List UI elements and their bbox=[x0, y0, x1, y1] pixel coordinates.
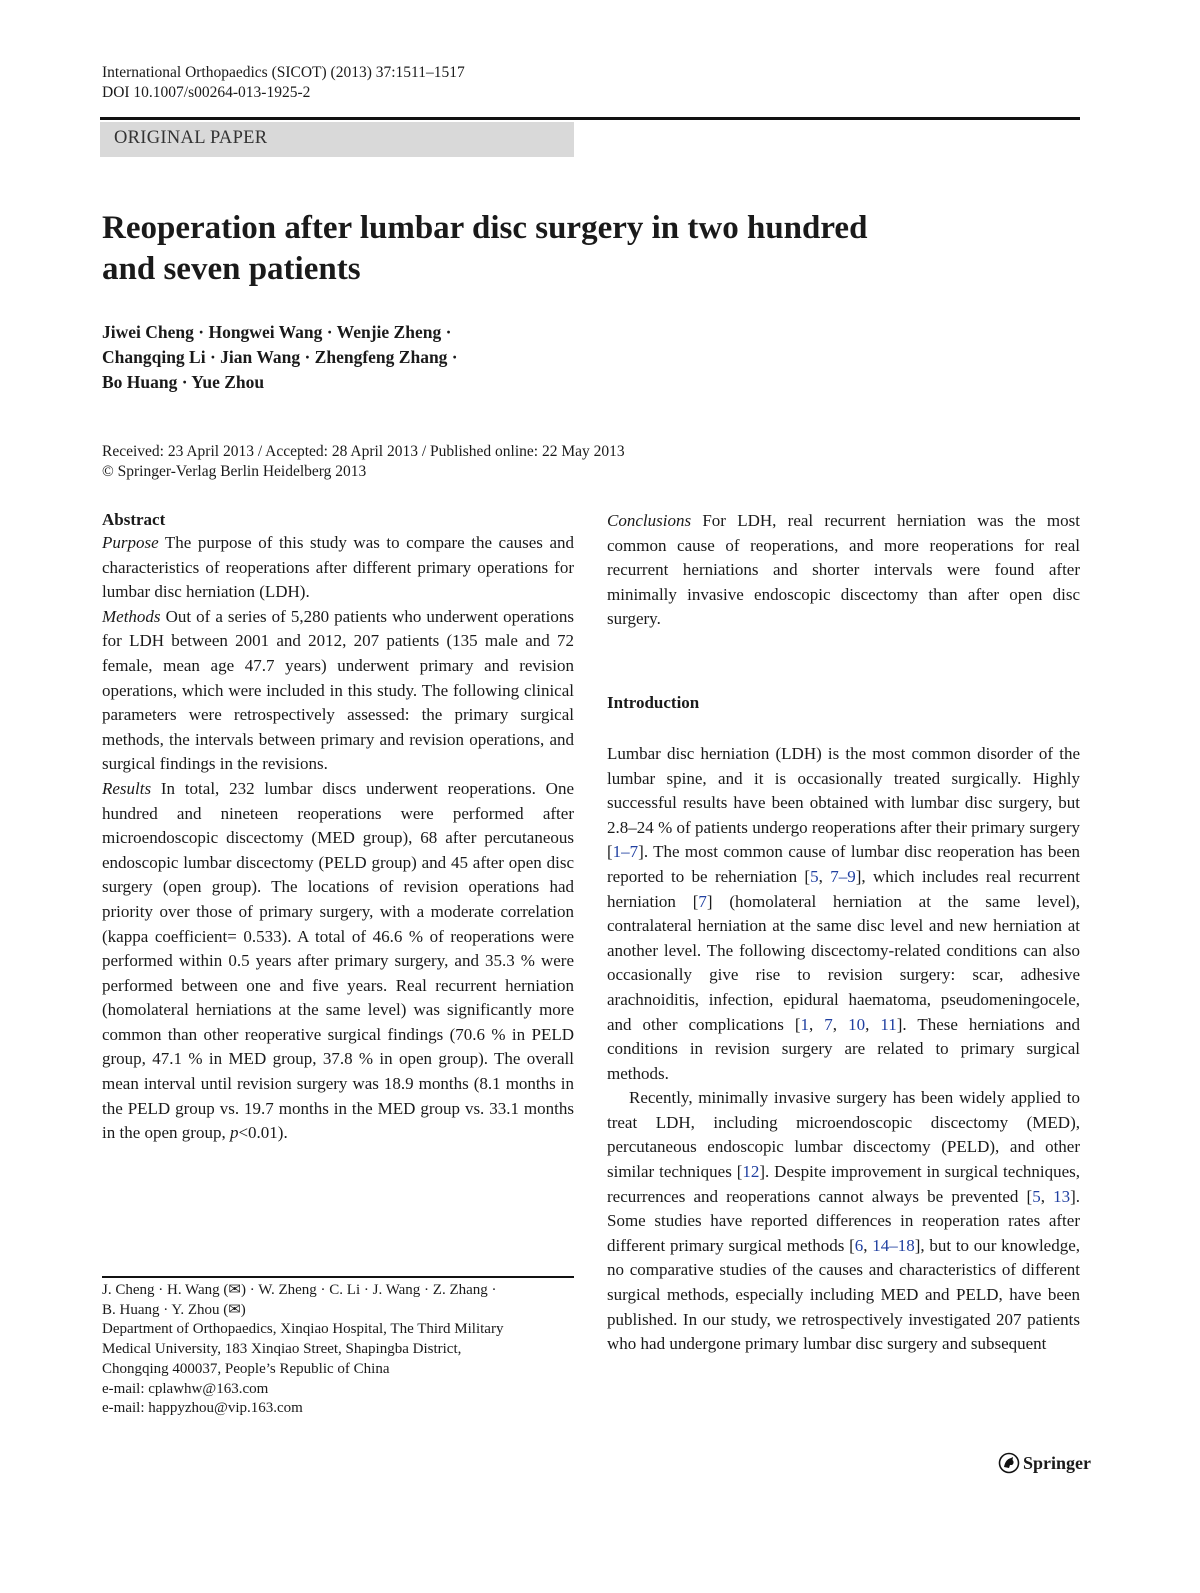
abstract-conclusions bbox=[607, 509, 1080, 632]
citation-link[interactable]: 7–9 bbox=[830, 866, 856, 886]
citation-link[interactable]: 11 bbox=[880, 1014, 897, 1034]
email-link-1[interactable]: e-mail: cplawhw@163.com bbox=[102, 1380, 269, 1397]
introduction-heading: Introduction bbox=[607, 692, 700, 712]
dates-line: Received: 23 April 2013 / Accepted: 28 April 2013 / Published online: 22 May 2013 bbox=[102, 443, 625, 460]
abstract-purpose bbox=[102, 531, 574, 605]
publisher-name: Springer bbox=[1023, 1452, 1092, 1473]
affil-names-1: J. Cheng · H. Wang (✉) · W. Zheng · C. Li · J. Wang · Z. Zhang · bbox=[102, 1282, 497, 1298]
email-link-2[interactable]: e-mail: happyzhou@vip.163.com bbox=[102, 1400, 303, 1417]
introduction-paragraph-2 bbox=[607, 1086, 1080, 1357]
affil-dept-2: Medical University, 183 Xinqiao Street, Shapingba District, bbox=[102, 1341, 462, 1358]
citation-link[interactable]: 7 bbox=[824, 1014, 833, 1034]
methods-text: Out of a series of 5,280 patients who underwent operations for LDH between 2001 and 2012, 207 patients (135 male and 72 female, mean age 47.7 years) underwent primary and revision operations, which were included in this study. The following clinical parameters were retrospectively assessed: the primary surgical methods, the intervals between primary and revision operations, and surgical findings in the revisions. bbox=[102, 606, 574, 774]
title-line-1: Reoperation after lumbar disc surgery in two hundred bbox=[102, 210, 868, 246]
conclusions-label: Conclusions bbox=[607, 511, 692, 530]
paragraph-text: Lumbar disc herniation (LDH) is the most common disorder of the lumbar spine, and it is occasionally treated surgically. Highly successful results have been obtained with lumbar disc surgery, but 2.8–24 % of patients undergo reoperations after their primary surgery [ bbox=[607, 743, 1080, 862]
results-text-end: <0.01). bbox=[238, 1123, 288, 1143]
citation-link[interactable]: 10 bbox=[848, 1014, 866, 1034]
paragraph-text: Recently, minimally invasive surgery has been widely applied to treat LDH, including microendoscopic discectomy (MED), percutaneous endoscopic lumbar discectomy (PELD), and other similar techniques [ bbox=[607, 1088, 1080, 1182]
right-column bbox=[607, 509, 1080, 1357]
abstract-methods bbox=[102, 605, 574, 777]
journal-line: International Orthopaedics (SICOT) (2013) 37:1511–1517 bbox=[102, 64, 465, 81]
paragraph-text: ] (homolateral herniation at the same level), contralateral herniation at the same disc level and new herniation at another level. The following discectomy-related conditions can also occasionally give rise to revision surgery: scar, adhesive arachnoiditis, infection, epidural haematoma, pseudomeningocele, and other complications [ bbox=[607, 891, 1080, 1034]
paragraph-text: ]. Some studies have reported differences in reoperation rates after different primary surgical methods [ bbox=[607, 1186, 1081, 1255]
introduction-paragraph-1 bbox=[607, 742, 1080, 1086]
paragraph-text: ]. Despite improvement in surgical techniques, recurrences and reoperations cannot always be prevented [ bbox=[607, 1162, 1081, 1206]
paragraph-text: ], but to our knowledge, no comparative studies of the causes and characteristics of different surgical methods, especially including MED and PELD, have been published. In our study, we retrospectively investigated 207 patients who had undergone primary lumbar disc surgery and subsequent bbox=[607, 1235, 1081, 1354]
citation-link[interactable]: 1 bbox=[800, 1014, 810, 1034]
results-text: In total, 232 lumbar discs underwent reoperations. One hundred and nineteen reoperations were performed after microendoscopic discectomy (MED group), 68 after percutaneous endoscopic lumbar discectomy (PELD group) and 45 after open disc surgery (open group). The locations of revision operations had priority over those of primary surgery, with a moderate correlation (kappa coefficient= 0.533). A total of 46.6 % of reoperations were performed within 0.5 years after primary surgery, and 35.3 % were performed between one and five years. Real recurrent herniation (homolateral herniations at the same level) was significantly more common than other reoperative surgical findings (70.6 % in PELD group, 47.1 % in MED group, 37.8 % in open group). The overall mean interval until revision surgery was 18.9 months (8.1 months in the PELD group vs. 19.7 months in the MED group vs. 33.1 months in the open group, bbox=[102, 778, 574, 1143]
methods-label: Methods bbox=[102, 606, 161, 626]
citation-link[interactable]: 7 bbox=[698, 891, 707, 911]
springer-horse-icon bbox=[998, 1452, 1020, 1474]
conclusions-text: For LDH, real recurrent herniation was the most common cause of reoperations, and more reoperations for real recurrent herniations and shorter intervals were found after minimally invasive endoscopic discectomy than after open disc surgery. bbox=[607, 511, 1080, 629]
authors-line-2: Changqing Li · Jian Wang · Zhengfeng Zhang · bbox=[102, 347, 458, 367]
paragraph-text: ], which includes real recurrent herniation [ bbox=[607, 866, 1080, 911]
purpose-text: The purpose of this study was to compare the causes and characteristics of reoperations after different primary operations for lumbar disc herniation (LDH). bbox=[102, 533, 574, 602]
affil-names-2: B. Huang · Y. Zhou (✉) bbox=[102, 1301, 246, 1318]
abstract-results bbox=[102, 777, 574, 1146]
citation-link[interactable]: 5 bbox=[810, 866, 819, 886]
author-list bbox=[102, 320, 458, 395]
article-title bbox=[102, 208, 982, 290]
journal-citation bbox=[102, 63, 465, 103]
authors-line-1: Jiwei Cheng · Hongwei Wang · Wenjie Zheng · bbox=[102, 322, 452, 342]
paragraph-text: , bbox=[863, 1235, 873, 1255]
paragraph-text: ]. These herniations and conditions in revision surgery are related to primary surgical methods. bbox=[607, 1014, 1081, 1083]
affil-dept-3: Chongqing 400037, People’s Republic of China bbox=[102, 1360, 390, 1377]
header-rule bbox=[100, 117, 1080, 120]
section-tag bbox=[100, 122, 574, 157]
copyright-line: © Springer-Verlag Berlin Heidelberg 2013 bbox=[102, 463, 367, 480]
doi-line: DOI 10.1007/s00264-013-1925-2 bbox=[102, 84, 311, 101]
paragraph-text: , bbox=[818, 866, 831, 886]
results-p-symbol: p bbox=[229, 1123, 239, 1143]
affil-dept-1: Department of Orthopaedics, Xinqiao Hospital, The Third Military bbox=[102, 1321, 504, 1338]
citation-link[interactable]: 6 bbox=[854, 1235, 864, 1255]
citation-link[interactable]: 5 bbox=[1032, 1186, 1041, 1206]
footnote-rule bbox=[102, 1276, 574, 1278]
purpose-label: Purpose bbox=[102, 533, 159, 552]
paragraph-text: , bbox=[832, 1014, 849, 1034]
citation-link[interactable]: 1–7 bbox=[612, 842, 639, 862]
results-label: Results bbox=[102, 778, 152, 798]
abstract-heading: Abstract bbox=[102, 510, 166, 529]
paragraph-text: , bbox=[865, 1014, 881, 1034]
citation-link[interactable]: 12 bbox=[742, 1162, 760, 1182]
citation-link[interactable]: 13 bbox=[1053, 1186, 1071, 1206]
publisher-logo bbox=[998, 1452, 1091, 1474]
publication-dates bbox=[102, 442, 625, 482]
citation-link[interactable]: 14–18 bbox=[872, 1235, 915, 1255]
title-line-2: and seven patients bbox=[102, 251, 361, 287]
authors-line-3: Bo Huang · Yue Zhou bbox=[102, 372, 265, 392]
author-affiliation bbox=[102, 1281, 574, 1419]
section-tag-label: ORIGINAL PAPER bbox=[114, 128, 268, 148]
paragraph-text: , bbox=[809, 1014, 825, 1034]
abstract-column bbox=[102, 509, 574, 1146]
paragraph-text: , bbox=[1040, 1186, 1054, 1206]
paragraph-text: ]. The most common cause of lumbar disc reoperation has been reported to be reherniation [ bbox=[607, 842, 1080, 886]
